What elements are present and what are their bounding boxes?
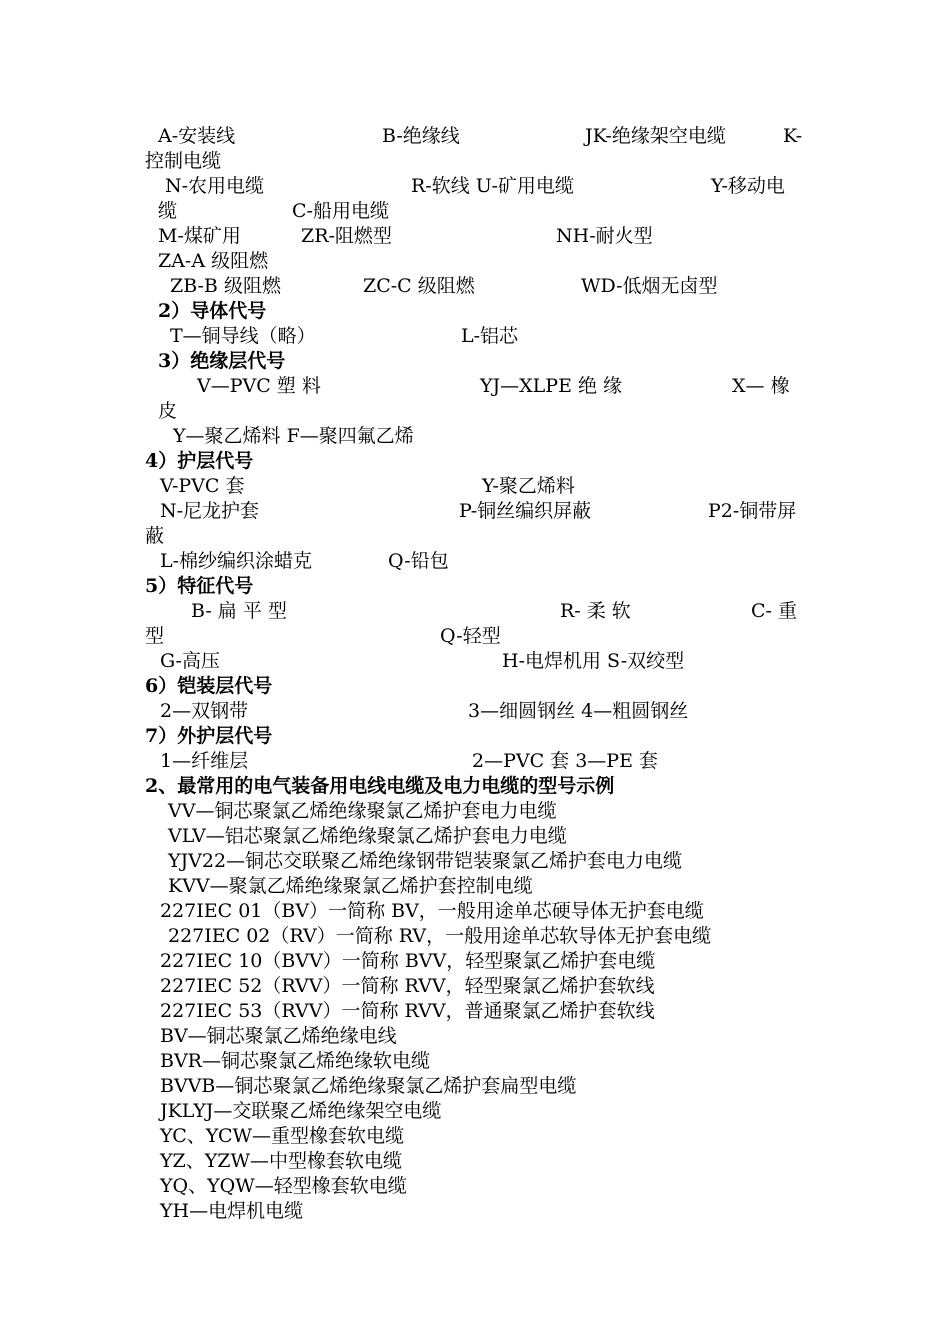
text-segment: 227IEC 10（BVV）一简称 BVV，轻型聚氯乙烯护套电缆 [160, 950, 656, 972]
text-line [145, 424, 807, 449]
text-segment: VV—铜芯聚氯乙烯绝缘聚氯乙烯护套电力电缆 [168, 800, 557, 822]
text-line [145, 899, 807, 924]
text-segment: P2-铜带屏 [708, 500, 797, 522]
text-segment: Y-移动电 [711, 175, 785, 197]
text-line [145, 374, 807, 399]
text-line [145, 124, 807, 149]
text-segment: BVVB—铜芯聚氯乙烯绝缘聚氯乙烯护套扁型电缆 [160, 1075, 577, 1097]
text-segment: 2—双钢带 [160, 700, 249, 722]
text-segment: JKLYJ—交联聚乙烯绝缘架空电缆 [160, 1100, 442, 1122]
section-heading [145, 449, 807, 474]
text-segment: X— 橡 [732, 375, 790, 397]
text-segment: T—铜导线（略） [170, 325, 316, 347]
text-segment: A-安装线 [158, 125, 236, 147]
text-segment: 1—纤维层 [160, 750, 249, 772]
text-segment: ZB-B 级阻燃 [170, 275, 281, 297]
text-segment: 蔽 [145, 525, 165, 547]
text-line [145, 1149, 807, 1174]
text-segment: VLV—铝芯聚氯乙烯绝缘聚氯乙烯护套电力电缆 [168, 825, 567, 847]
text-segment: 缆 [158, 200, 178, 222]
text-segment: 227IEC 52（RVV）一简称 RVV，轻型聚氯乙烯护套软线 [160, 975, 655, 997]
text-line [145, 649, 807, 674]
text-line [145, 849, 807, 874]
text-segment: R- 柔 软 [560, 600, 631, 622]
text-segment: Q-铅包 [388, 550, 449, 572]
text-line [145, 274, 807, 299]
text-line [145, 799, 807, 824]
text-segment: 227IEC 53（RVV）一简称 RVV，普通聚氯乙烯护套软线 [160, 1000, 655, 1022]
text-line [145, 749, 807, 774]
text-segment: YJ—XLPE 绝 缘 [480, 375, 623, 397]
section-heading [145, 299, 807, 324]
text-line [145, 174, 807, 199]
text-segment: G-高压 [160, 650, 220, 672]
text-segment: 2—PVC 套 3—PE 套 [472, 750, 658, 772]
text-segment: ZA-A 级阻燃 [158, 250, 269, 272]
text-line [145, 524, 807, 549]
text-segment: 2、最常用的电气装备用电线电缆及电力电缆的型号示例 [145, 775, 615, 797]
text-segment: 2）导体代号 [158, 300, 267, 322]
text-segment: 型 [145, 625, 165, 647]
text-line [145, 549, 807, 574]
text-segment: C- 重 [751, 600, 797, 622]
section-heading [145, 774, 807, 799]
text-segment: N-农用电缆 [165, 175, 265, 197]
text-line [145, 1099, 807, 1124]
text-segment: YC、YCW—重型橡套软电缆 [160, 1125, 405, 1147]
text-line [145, 1049, 807, 1074]
text-segment: BV—铜芯聚氯乙烯绝缘电线 [160, 1025, 397, 1047]
text-segment: YH—电焊机电缆 [160, 1200, 304, 1222]
section-heading [145, 349, 807, 374]
text-segment: YJV22—铜芯交联聚乙烯绝缘钢带铠装聚氯乙烯护套电力电缆 [168, 850, 683, 872]
text-segment: H-电焊机用 S-双绞型 [502, 650, 685, 672]
text-segment: 控制电缆 [145, 150, 222, 172]
text-segment: Y—聚乙烯料 F—聚四氟乙烯 [173, 425, 414, 447]
text-segment: 227IEC 02（RV）一简称 RV，一般用途单芯软导体无护套电缆 [168, 925, 712, 947]
text-segment: 5）特征代号 [145, 575, 254, 597]
text-segment: KVV—聚氯乙烯绝缘聚氯乙烯护套控制电缆 [168, 875, 533, 897]
text-line [145, 974, 807, 999]
text-segment: 4）护层代号 [145, 450, 254, 472]
text-line [145, 399, 807, 424]
text-segment: YQ、YQW—轻型橡套软电缆 [160, 1175, 407, 1197]
text-segment: 3—细圆钢丝 4—粗圆钢丝 [468, 700, 689, 722]
section-heading [145, 574, 807, 599]
text-line [145, 1024, 807, 1049]
text-line [145, 999, 807, 1024]
text-segment: ZR-阻燃型 [301, 225, 392, 247]
section-heading [145, 724, 807, 749]
text-segment: YZ、YZW—中型橡套软电缆 [160, 1150, 403, 1172]
text-line [145, 1124, 807, 1149]
text-line [145, 149, 807, 174]
text-line [145, 324, 807, 349]
text-line [145, 1174, 807, 1199]
text-segment: Y-聚乙烯料 [482, 475, 575, 497]
section-heading [145, 674, 807, 699]
text-segment: C-船用电缆 [292, 200, 389, 222]
text-line [145, 499, 807, 524]
text-segment: 皮 [158, 400, 178, 422]
text-segment: 3）绝缘层代号 [158, 350, 286, 372]
text-segment: 227IEC 01（BV）一简称 BV，一般用途单芯硬导体无护套电缆 [160, 900, 704, 922]
text-segment: B-绝缘线 [382, 125, 460, 147]
text-segment: JK-绝缘架空电缆 [585, 125, 726, 147]
text-segment: B- 扁 平 型 [191, 600, 287, 622]
text-line [145, 624, 807, 649]
text-segment: L-铝芯 [461, 325, 519, 347]
text-segment: M-煤矿用 [158, 225, 241, 247]
text-line [145, 474, 807, 499]
text-line [145, 224, 807, 249]
text-segment: Q-轻型 [440, 625, 501, 647]
text-line [145, 1199, 807, 1224]
text-segment: 6）铠装层代号 [145, 675, 273, 697]
text-line [145, 699, 807, 724]
text-segment: WD-低烟无卤型 [581, 275, 718, 297]
text-segment: BVR—铜芯聚氯乙烯绝缘软电缆 [160, 1050, 430, 1072]
text-segment: NH-耐火型 [556, 225, 653, 247]
text-line [145, 199, 807, 224]
text-line [145, 924, 807, 949]
text-segment: L-棉纱编织涂蜡克 [160, 550, 313, 572]
text-segment: N-尼龙护套 [160, 500, 260, 522]
text-segment: ZC-C 级阻燃 [363, 275, 475, 297]
text-segment: P-铜丝编织屏蔽 [459, 500, 592, 522]
text-segment: 7）外护层代号 [145, 725, 273, 747]
text-line [145, 599, 807, 624]
text-line [145, 1074, 807, 1099]
text-line [145, 874, 807, 899]
text-segment: V—PVC 塑 料 [197, 375, 321, 397]
text-line [145, 949, 807, 974]
text-segment: V-PVC 套 [160, 475, 245, 497]
text-line [145, 249, 807, 274]
text-segment: K- [783, 125, 803, 147]
text-segment: R-软线 U-矿用电缆 [411, 175, 574, 197]
text-line [145, 824, 807, 849]
